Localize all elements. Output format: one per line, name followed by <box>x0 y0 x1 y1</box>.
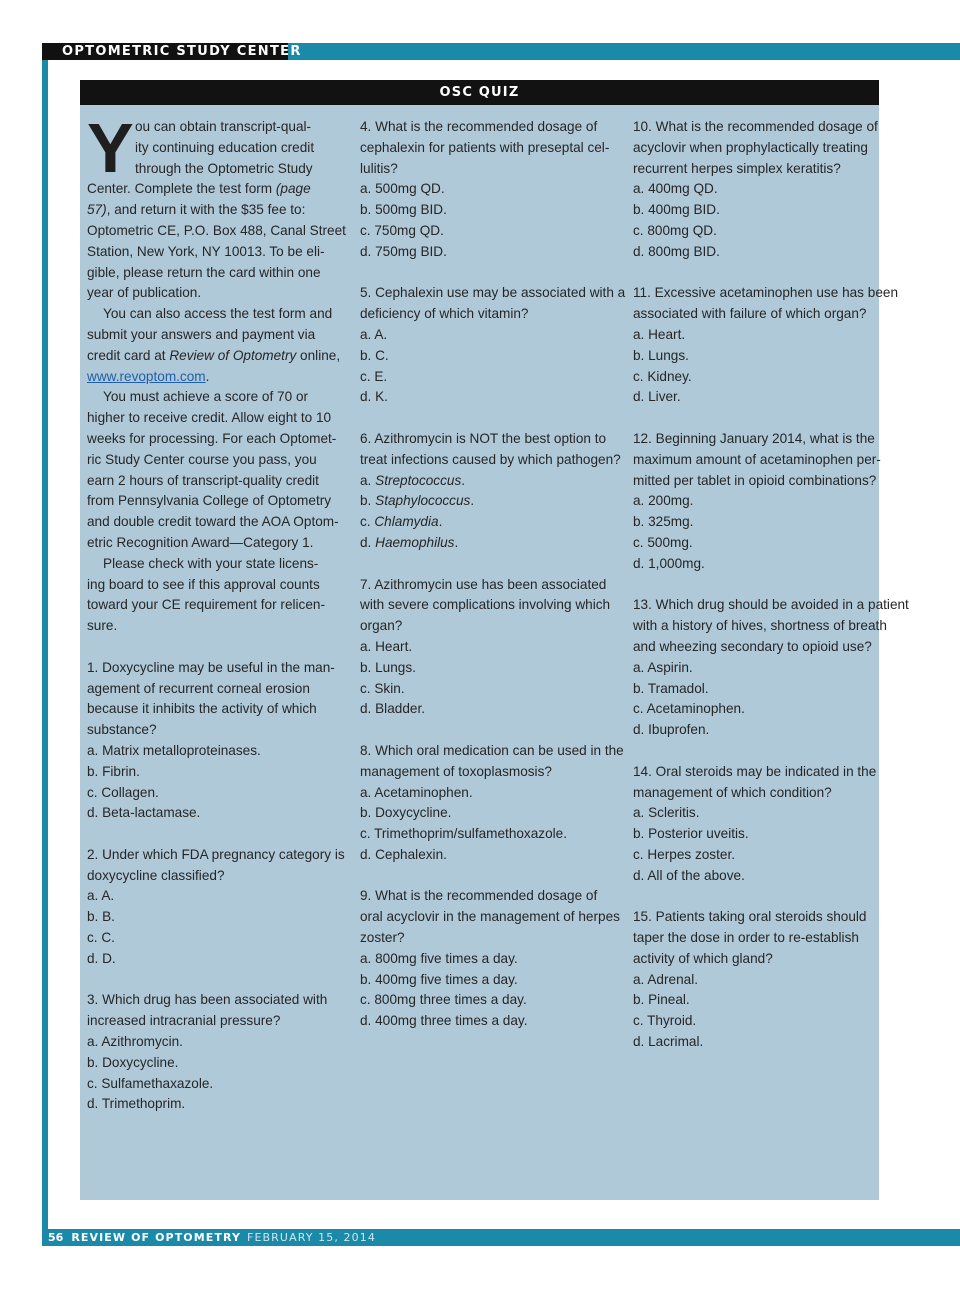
answer-option: c. Thyroid. <box>633 1013 697 1029</box>
question-text: 5. Cephalexin use may be associated with a <box>360 285 626 301</box>
answer-option: a. Acetaminophen. <box>360 784 473 800</box>
answer-option: b. B. <box>87 909 115 925</box>
question-2 <box>87 845 345 970</box>
answer-option: a. A. <box>360 326 388 342</box>
question-text: treat infections caused by which pathogen? <box>360 451 621 467</box>
answer-option: a. Heart. <box>360 638 413 654</box>
answer-option: c. C. <box>87 930 115 946</box>
intro-line: etric Recognition Award—Category 1. <box>87 534 314 550</box>
question-text: 1. Doxycycline may be useful in the man- <box>87 659 335 675</box>
page-reference: (page <box>275 181 311 197</box>
page-number: 56 <box>48 1231 64 1244</box>
question-9 <box>360 886 620 1032</box>
question-text: recurrent herpes simplex keratitis? <box>633 160 841 176</box>
answer-option: c. Collagen. <box>87 784 159 800</box>
answer-option: b. C. <box>360 347 389 363</box>
question-text: activity of which gland? <box>633 950 773 966</box>
question-text: 4. What is the recommended dosage of <box>360 119 598 134</box>
answer-option: b. Posterior uveitis. <box>633 826 749 842</box>
intro-line: and double credit toward the AOA Optom- <box>87 514 339 530</box>
intro-line: credit card at Review of Optometry online, <box>87 347 341 363</box>
column-3 <box>633 117 909 1053</box>
question-4 <box>360 117 610 263</box>
answer-option: a. Scleritis. <box>633 805 700 821</box>
intro-line: ric Study Center course you pass, you <box>87 451 317 467</box>
answer-option: c. Trimethoprim/sulfamethoxazole. <box>360 826 568 842</box>
question-text: lulitis? <box>360 160 398 176</box>
question-text: taper the dose in order to re-establish <box>633 930 859 946</box>
question-1 <box>87 658 335 824</box>
intro-line: You can also access the test form and <box>103 306 333 322</box>
intro-line: www.revoptom.com. <box>87 368 210 384</box>
answer-option: d. 800mg BID. <box>633 243 720 259</box>
left-accent-rule <box>42 60 48 1246</box>
drop-cap: Y <box>87 109 134 187</box>
question-text: oral acyclovir in the management of herpes <box>360 909 620 925</box>
intro-line: ou can obtain transcript-qual- <box>135 119 312 134</box>
question-text: increased intracranial pressure? <box>87 1013 281 1029</box>
question-text: 10. What is the recommended dosage of <box>633 119 878 134</box>
question-text: doxycycline classified? <box>87 867 225 883</box>
answer-option: d. 1,000mg. <box>633 555 705 571</box>
intro-line: weeks for processing. For each Optomet- <box>87 430 337 446</box>
intro-line: submit your answers and payment via <box>87 326 316 342</box>
intro-line: from Pennsylvania College of Optometry <box>87 493 332 509</box>
answer-option: b. Doxycycline. <box>87 1054 179 1070</box>
answer-option: b. Lungs. <box>633 347 689 363</box>
issue-date: FEBRUARY 15, 2014 <box>247 1231 376 1244</box>
intro-line: earn 2 hours of transcript-quality credit <box>87 472 319 488</box>
answer-option: a. Azithromycin. <box>87 1034 183 1050</box>
question-text: deficiency of which vitamin? <box>360 306 529 322</box>
intro-line: ity continuing education credit <box>135 139 315 155</box>
answer-option: a. 200mg. <box>633 493 694 509</box>
answer-option: d. 400mg three times a day. <box>360 1013 528 1029</box>
question-text: 15. Patients taking oral steroids should <box>633 909 867 925</box>
question-14 <box>633 762 878 887</box>
question-text: agement of recurrent corneal erosion <box>87 680 310 696</box>
answer-option: d. Lacrimal. <box>633 1034 704 1050</box>
intro-line: Please check with your state licens- <box>103 555 319 571</box>
question-text: 7. Azithromycin use has been associated <box>360 576 607 592</box>
answer-option: c. Skin. <box>360 680 405 696</box>
answer-option: b. 400mg BID. <box>633 202 720 218</box>
question-text: organ? <box>360 618 403 634</box>
question-15 <box>633 907 878 1053</box>
intro-line: year of publication. <box>87 285 202 301</box>
question-text: 9. What is the recommended dosage of <box>360 888 598 904</box>
answer-option: b. Doxycycline. <box>360 805 452 821</box>
answer-option: c. Chlamydia. <box>360 514 443 530</box>
answer-option: c. 800mg QD. <box>633 222 717 238</box>
question-6 <box>360 429 621 554</box>
answer-option: a. Heart. <box>633 326 686 342</box>
answer-option: d. D. <box>87 950 116 966</box>
intro-line: through the Optometric Study <box>135 160 313 176</box>
question-text: mitted per tablet in opioid combinations? <box>633 472 877 488</box>
question-text: 3. Which drug has been associated with <box>87 992 328 1008</box>
answer-option: c. Kidney. <box>633 368 692 384</box>
question-text: management of which condition? <box>633 784 832 800</box>
question-7 <box>360 575 610 721</box>
answer-option: b. Fibrin. <box>87 763 140 779</box>
page-reference-number: 57) <box>87 202 107 218</box>
section-label: OPTOMETRIC STUDY CENTER <box>42 43 288 60</box>
answer-option: a. 800mg five times a day. <box>360 950 518 966</box>
question-13 <box>633 595 909 741</box>
question-text: 12. Beginning January 2014, what is the <box>633 430 875 446</box>
answer-option: d. Ibuprofen. <box>633 722 710 738</box>
intro-line: higher to receive credit. Allow eight to 10 <box>87 410 332 426</box>
intro-line: You must achieve a score of 70 or <box>103 389 309 405</box>
publication-title: REVIEW OF OPTOMETRY <box>71 1231 242 1244</box>
question-text: with a history of hives, shortness of breath <box>633 618 887 634</box>
answer-option: a. Aspirin. <box>633 659 693 675</box>
intro-text <box>87 109 346 637</box>
answer-option: c. E. <box>360 368 388 384</box>
answer-option: b. Lungs. <box>360 659 416 675</box>
answer-option: d. Cephalexin. <box>360 846 447 862</box>
answer-option: d. K. <box>360 389 388 405</box>
question-11 <box>633 283 898 408</box>
question-text: cephalexin for patients with preseptal cel- <box>360 139 610 155</box>
answer-option: a. Matrix metalloproteinases. <box>87 742 261 758</box>
question-text: with severe complications involving which <box>360 597 611 613</box>
answer-option: c. 800mg three times a day. <box>360 992 527 1008</box>
answer-option: a. A. <box>87 888 115 904</box>
question-10 <box>633 117 878 263</box>
answer-option: d. Trimethoprim. <box>87 1096 186 1112</box>
question-text: 14. Oral steroids may be indicated in the <box>633 763 877 779</box>
question-text: acyclovir when prophylactically treating <box>633 139 868 155</box>
quiz-title: OSC QUIZ <box>80 80 879 105</box>
answer-option: a. Streptococcus. <box>360 472 466 488</box>
footer <box>48 1229 376 1246</box>
intro-line: toward your CE requirement for relicen- <box>87 597 325 613</box>
question-text: 13. Which drug should be avoided in a patient <box>633 597 909 613</box>
answer-option: b. Pineal. <box>633 992 690 1008</box>
answer-option: d. Liver. <box>633 389 681 405</box>
intro-line: gible, please return the card within one <box>87 264 321 280</box>
answer-option: c. Acetaminophen. <box>633 701 745 717</box>
question-text: associated with failure of which organ? <box>633 306 867 322</box>
question-text: 8. Which oral medication can be used in the <box>360 742 624 758</box>
answer-option: d. Beta-lactamase. <box>87 805 201 821</box>
answer-option: a. 400mg QD. <box>633 181 718 197</box>
question-8 <box>360 741 624 866</box>
answer-option: a. 500mg QD. <box>360 181 445 197</box>
column-2 <box>360 117 626 1032</box>
answer-option: b. 325mg. <box>633 514 694 530</box>
column-1 <box>87 109 346 1115</box>
question-3 <box>87 990 328 1115</box>
intro-line: sure. <box>87 618 118 634</box>
question-text: substance? <box>87 722 157 738</box>
question-5 <box>360 283 626 408</box>
answer-option: c. Sulfamethaxazole. <box>87 1075 214 1091</box>
question-text: 2. Under which FDA pregnancy category is <box>87 846 345 862</box>
answer-option: b. Staphylococcus. <box>360 493 475 509</box>
question-text: management of toxoplasmosis? <box>360 763 552 779</box>
question-12 <box>633 429 881 575</box>
answer-option: b. 400mg five times a day. <box>360 971 518 987</box>
question-text: because it inhibits the activity of which <box>87 701 317 717</box>
question-text: and wheezing secondary to opioid use? <box>633 638 872 654</box>
answer-option: c. 500mg. <box>633 534 693 550</box>
website-link[interactable]: www.revoptom.com <box>87 368 206 384</box>
answer-option: c. Herpes zoster. <box>633 846 735 862</box>
question-text: 11. Excessive acetaminophen use has been <box>633 285 898 301</box>
publication-name: Review of Optometry <box>169 347 297 363</box>
intro-line: Center. Complete the test form (page <box>87 181 311 197</box>
answer-option: d. All of the above. <box>633 867 745 883</box>
question-text: maximum amount of acetaminophen per- <box>633 451 881 467</box>
question-text: zoster? <box>360 930 405 946</box>
answer-option: b. 500mg BID. <box>360 202 447 218</box>
question-text: 6. Azithromycin is NOT the best option to <box>360 430 607 446</box>
answer-option: c. 750mg QD. <box>360 222 444 238</box>
answer-option: b. Tramadol. <box>633 680 709 696</box>
intro-line: ing board to see if this approval counts <box>87 576 320 592</box>
intro-line: 57), and return it with the $35 fee to: <box>87 202 306 218</box>
intro-line: Optometric CE, P.O. Box 488, Canal Street <box>87 222 346 238</box>
intro-line: Station, New York, NY 10013. To be eli- <box>87 243 325 259</box>
answer-option: d. Bladder. <box>360 701 425 717</box>
answer-option: a. Adrenal. <box>633 971 698 987</box>
answer-option: d. 750mg BID. <box>360 243 447 259</box>
answer-option: d. Haemophilus. <box>360 534 459 550</box>
